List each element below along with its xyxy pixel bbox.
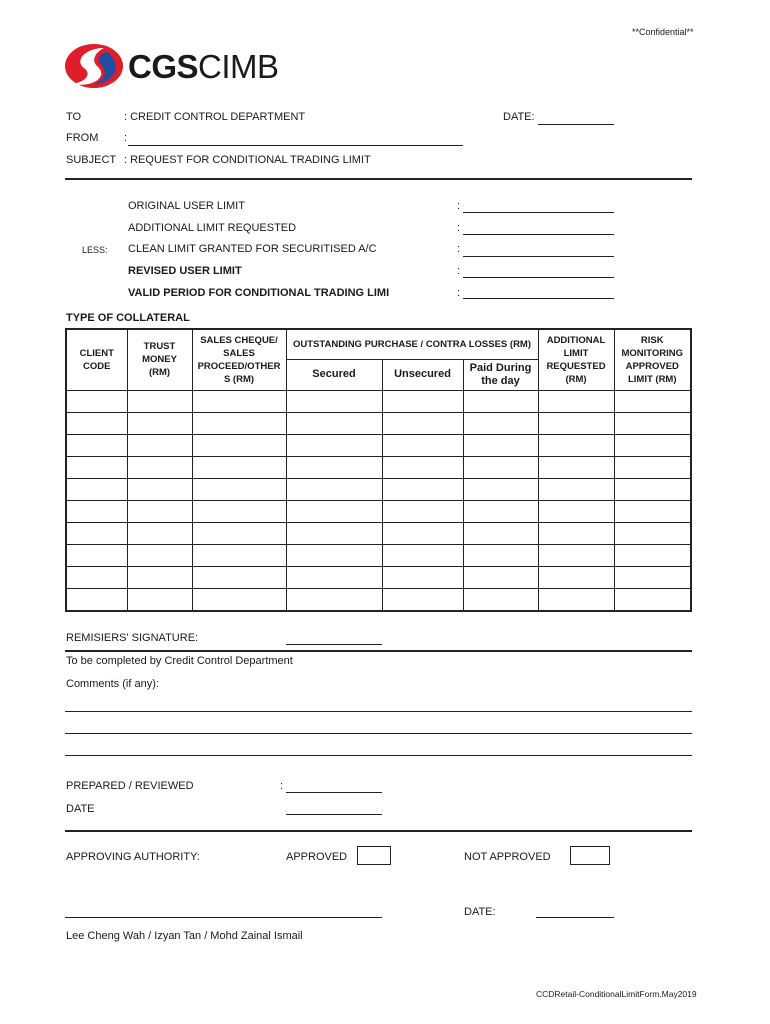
- additional-limit-colon: :: [457, 222, 461, 234]
- table-cell[interactable]: [614, 478, 691, 500]
- table-cell[interactable]: [614, 500, 691, 522]
- table-cell[interactable]: [286, 544, 382, 566]
- col-outstanding: OUTSTANDING PURCHASE / CONTRA LOSSES (RM): [286, 329, 538, 359]
- table-cell[interactable]: [127, 588, 192, 611]
- table-cell[interactable]: [66, 478, 127, 500]
- table-cell[interactable]: [66, 588, 127, 611]
- table-cell[interactable]: [66, 390, 127, 412]
- clean-limit-colon: :: [457, 243, 461, 255]
- table-row: [66, 522, 691, 544]
- table-cell[interactable]: [463, 478, 538, 500]
- comment-line-1[interactable]: [65, 711, 692, 712]
- table-cell[interactable]: [382, 412, 463, 434]
- original-limit-field[interactable]: [463, 212, 614, 213]
- approver-signature-field[interactable]: [65, 917, 382, 918]
- collateral-table: [65, 328, 692, 612]
- table-cell[interactable]: [463, 544, 538, 566]
- table-cell[interactable]: [538, 500, 614, 522]
- table-cell[interactable]: [382, 500, 463, 522]
- table-cell[interactable]: [192, 478, 286, 500]
- additional-limit-field[interactable]: [463, 234, 614, 235]
- table-cell[interactable]: [382, 456, 463, 478]
- table-cell[interactable]: [286, 390, 382, 412]
- credit-control-divider: [65, 650, 692, 652]
- collateral-title: TYPE OF COLLATERAL: [66, 312, 190, 324]
- less-label: LESS:: [82, 245, 108, 255]
- table-cell[interactable]: [192, 390, 286, 412]
- section-divider: [65, 178, 692, 180]
- table-cell[interactable]: [286, 434, 382, 456]
- valid-period-field[interactable]: [463, 298, 614, 299]
- table-cell[interactable]: [286, 500, 382, 522]
- table-cell[interactable]: [286, 566, 382, 588]
- prepared-colon: :: [280, 780, 284, 792]
- table-cell[interactable]: [127, 456, 192, 478]
- table-cell[interactable]: [66, 522, 127, 544]
- table-cell[interactable]: [192, 544, 286, 566]
- prepared-label: PREPARED / REVIEWED: [66, 780, 194, 792]
- col-risk-monitoring: RISK MONITORING APPROVED LIMIT (RM): [614, 329, 691, 390]
- subject-value: : REQUEST FOR CONDITIONAL TRADING LIMIT: [124, 154, 371, 166]
- table-cell[interactable]: [382, 522, 463, 544]
- col-trust-money: TRUST MONEY (RM): [127, 329, 192, 390]
- table-cell[interactable]: [382, 434, 463, 456]
- table-cell[interactable]: [127, 544, 192, 566]
- table-cell[interactable]: [66, 434, 127, 456]
- valid-period-label: VALID PERIOD FOR CONDITIONAL TRADING LIMI: [128, 287, 390, 299]
- table-cell[interactable]: [286, 478, 382, 500]
- table-row: [66, 412, 691, 434]
- table-cell[interactable]: [463, 456, 538, 478]
- table-row: [66, 566, 691, 588]
- confidential-label: **Confidential**: [632, 27, 694, 37]
- table-cell[interactable]: [614, 456, 691, 478]
- table-cell[interactable]: [614, 412, 691, 434]
- table-cell[interactable]: [614, 434, 691, 456]
- comment-line-3[interactable]: [65, 755, 692, 756]
- table-cell[interactable]: [192, 566, 286, 588]
- table-cell[interactable]: [286, 412, 382, 434]
- signatories-names: Lee Cheng Wah / Izyan Tan / Mohd Zainal Ismail: [66, 930, 303, 942]
- table-cell[interactable]: [463, 390, 538, 412]
- col-additional-limit: ADDITIONAL LIMIT REQUESTED (RM): [538, 329, 614, 390]
- to-value: : CREDIT CONTROL DEPARTMENT: [124, 111, 306, 123]
- form-reference: CCDRetail-ConditionalLimitForm.May2019: [536, 989, 697, 999]
- table-cell[interactable]: [66, 412, 127, 434]
- logo-text-light: CIMB: [198, 48, 279, 85]
- approval-divider: [65, 830, 692, 832]
- table-cell[interactable]: [614, 390, 691, 412]
- credit-control-heading: To be completed by Credit Control Department: [66, 655, 293, 667]
- table-cell[interactable]: [614, 588, 691, 611]
- table-cell[interactable]: [538, 544, 614, 566]
- table-cell[interactable]: [614, 544, 691, 566]
- to-label: TO: [66, 111, 82, 123]
- table-cell[interactable]: [192, 522, 286, 544]
- table-row: [66, 390, 691, 412]
- table-header-row: [66, 329, 691, 359]
- table-row: [66, 456, 691, 478]
- col-sales-cheque: SALES CHEQUE/ SALES PROCEED/OTHER S (RM): [192, 329, 286, 390]
- comments-label: Comments (if any):: [66, 678, 159, 690]
- prepared-field[interactable]: [286, 792, 382, 793]
- approved-label: APPROVED: [286, 851, 348, 863]
- sub-col-secured: Secured: [286, 359, 382, 390]
- table-cell[interactable]: [463, 566, 538, 588]
- table-cell[interactable]: [538, 522, 614, 544]
- table-cell[interactable]: [538, 412, 614, 434]
- table-cell[interactable]: [192, 500, 286, 522]
- table-cell[interactable]: [192, 456, 286, 478]
- table-cell[interactable]: [382, 544, 463, 566]
- approved-checkbox[interactable]: [357, 846, 391, 865]
- table-row: [66, 478, 691, 500]
- from-field[interactable]: [128, 145, 463, 146]
- table-cell[interactable]: [127, 434, 192, 456]
- table-cell[interactable]: [286, 522, 382, 544]
- not-approved-checkbox[interactable]: [570, 846, 610, 865]
- date-label: DATE:: [503, 111, 535, 123]
- table-cell[interactable]: [192, 412, 286, 434]
- table-row: [66, 434, 691, 456]
- col-client-code: CLIENT CODE: [66, 329, 127, 390]
- table-cell[interactable]: [66, 456, 127, 478]
- original-limit-label: ORIGINAL USER LIMIT: [128, 200, 245, 212]
- table-cell[interactable]: [538, 478, 614, 500]
- table-cell[interactable]: [127, 478, 192, 500]
- table-cell[interactable]: [463, 500, 538, 522]
- approval-date-label: DATE:: [464, 906, 496, 918]
- additional-limit-label: ADDITIONAL LIMIT REQUESTED: [128, 222, 297, 234]
- not-approved-label: NOT APPROVED: [464, 851, 551, 863]
- valid-period-colon: :: [457, 287, 461, 299]
- table-cell[interactable]: [66, 544, 127, 566]
- table-cell[interactable]: [127, 566, 192, 588]
- sub-col-unsecured: Unsecured: [382, 359, 463, 390]
- sub-col-paid-during-day: Paid During the day: [463, 359, 538, 390]
- revised-limit-label: REVISED USER LIMIT: [128, 265, 242, 277]
- table-cell[interactable]: [127, 390, 192, 412]
- table-cell[interactable]: [127, 412, 192, 434]
- table-cell[interactable]: [538, 456, 614, 478]
- table-row: [66, 588, 691, 611]
- from-colon: :: [124, 132, 128, 144]
- table-cell[interactable]: [382, 478, 463, 500]
- table-cell[interactable]: [286, 456, 382, 478]
- approval-date-field[interactable]: [536, 917, 614, 918]
- date-field[interactable]: [538, 124, 614, 125]
- table-cell[interactable]: [127, 500, 192, 522]
- table-cell[interactable]: [538, 434, 614, 456]
- table-cell[interactable]: [382, 566, 463, 588]
- table-row: [66, 544, 691, 566]
- remisier-signature-field[interactable]: [286, 644, 382, 645]
- logo-text-bold: CGS: [128, 48, 199, 85]
- table-cell[interactable]: [463, 412, 538, 434]
- clean-limit-field[interactable]: [463, 256, 614, 257]
- date-label-2: DATE: [66, 803, 95, 815]
- remisier-signature-label: REMISIERS' SIGNATURE:: [66, 632, 199, 644]
- prepared-date-field[interactable]: [286, 814, 382, 815]
- table-cell[interactable]: [463, 434, 538, 456]
- approving-authority-label: APPROVING AUTHORITY:: [66, 851, 200, 863]
- table-cell[interactable]: [463, 588, 538, 611]
- table-cell[interactable]: [538, 588, 614, 611]
- table-cell[interactable]: [66, 566, 127, 588]
- table-cell[interactable]: [463, 522, 538, 544]
- revised-limit-colon: :: [457, 265, 461, 277]
- table-cell[interactable]: [192, 588, 286, 611]
- table-cell[interactable]: [382, 588, 463, 611]
- table-cell[interactable]: [614, 566, 691, 588]
- table-cell[interactable]: [538, 390, 614, 412]
- from-label: FROM: [66, 132, 99, 144]
- revised-limit-field[interactable]: [463, 277, 614, 278]
- cgs-cimb-logo-icon: [64, 42, 124, 90]
- table-cell[interactable]: [614, 522, 691, 544]
- original-limit-colon: :: [457, 200, 461, 212]
- table-cell[interactable]: [192, 434, 286, 456]
- subject-label: SUBJECT: [66, 154, 117, 166]
- table-cell[interactable]: [286, 588, 382, 611]
- table-cell[interactable]: [538, 566, 614, 588]
- table-cell[interactable]: [66, 500, 127, 522]
- clean-limit-label: CLEAN LIMIT GRANTED FOR SECURITISED A/C: [128, 243, 377, 255]
- table-row: [66, 500, 691, 522]
- table-cell[interactable]: [382, 390, 463, 412]
- table-cell[interactable]: [127, 522, 192, 544]
- comment-line-2[interactable]: [65, 733, 692, 734]
- company-logo: [64, 42, 304, 90]
